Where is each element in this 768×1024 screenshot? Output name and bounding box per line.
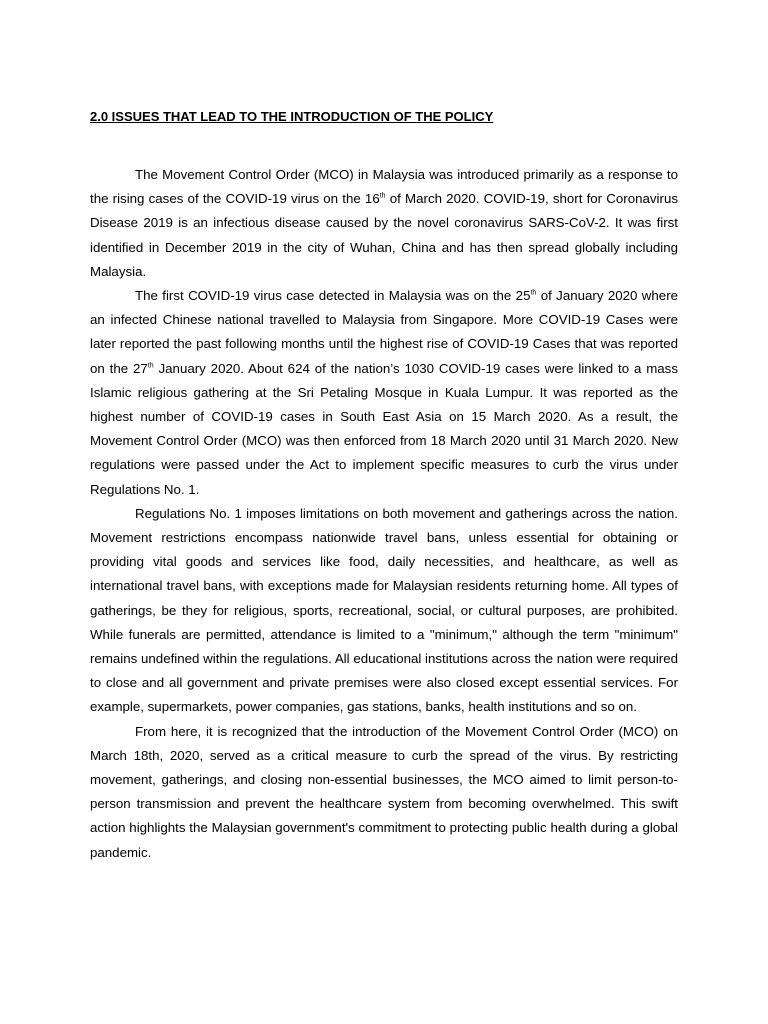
paragraph-2-text-c: January 2020. About 624 of the nation’s 1030 COVID-19 cases were linked to a mass Islamic religious gathering at the Sri Petaling Mosque in Kuala Lumpur. It was reported as the highest number of COVID-19 cases in South East Asia on 15 March 2020. As a result, the Movement Control Order (MCO) was then enforced from 18 March 2020 until 31 March 2020. New regulations were passed under the Act to implement specific measures to curb the virus under Regulations No. 1. bbox=[90, 360, 678, 497]
paragraph-3: Regulations No. 1 imposes limitations on both movement and gatherings across the nation. Movement restrictions encompass nationwide travel bans, unless essential for obtaining or providing vital goods and services like food, daily necessities, and healthcare, as well as international travel bans, with exceptions made for Malaysian residents returning home. All types of gatherings, be they for religious, sports, recreational, social, or cultural purposes, are prohibited. While funerals are permitted, attendance is limited to a "minimum," although the term "minimum" remains undefined within the regulations. All educational institutions across the nation were required to close and all government and private premises were also closed except essential services. For example, supermarkets, power companies, gas stations, banks, health institutions and so on. bbox=[90, 505, 678, 715]
paragraph-1-text-a: The Movement Control Order (MCO) in Malaysia was introduced primarily as a response to the rising cases of the COVID-19 virus on the 16 bbox=[90, 167, 678, 207]
paragraph-2 bbox=[90, 284, 678, 502]
paragraph-2-text-a: The first COVID-19 virus case detected in Malaysia was on the 25 bbox=[135, 288, 531, 304]
section-heading: 2.0 ISSUES THAT LEAD TO THE INTRODUCTION OF THE POLICY bbox=[90, 109, 494, 124]
paragraph-1 bbox=[90, 163, 678, 284]
paragraph-4: From here, it is recognized that the introduction of the Movement Control Order (MCO) on March 18th, 2020, served as a critical measure to curb the spread of the virus. By restricting movement, gatherings, and closing non-essential businesses, the MCO aimed to limit person-to-person transmission and prevent the healthcare system from becoming overwhelmed. This swift action highlights the Malaysian government's commitment to protecting public health during a global pandemic. bbox=[90, 723, 678, 860]
ordinal-suffix: th bbox=[379, 192, 386, 200]
ordinal-suffix: th bbox=[530, 289, 537, 297]
paragraph-1-text-b: of March 2020. COVID-19, short for Coronavirus Disease 2019 is an infectious disease caused by the novel coronavirus SARS-CoV-2. It was first identified in December 2019 in the city of Wuhan, China and has then spread globally including Malaysia. bbox=[90, 191, 678, 279]
paragraph-2-text-b: of January 2020 where an infected Chinese national travelled to Malaysia from Singapore. More COVID-19 Cases were later reported the past following months until the highest rise of COVID-19 Cases that was reported on the 27 bbox=[90, 288, 679, 376]
document-page bbox=[90, 108, 678, 865]
ordinal-suffix: th bbox=[147, 362, 154, 370]
